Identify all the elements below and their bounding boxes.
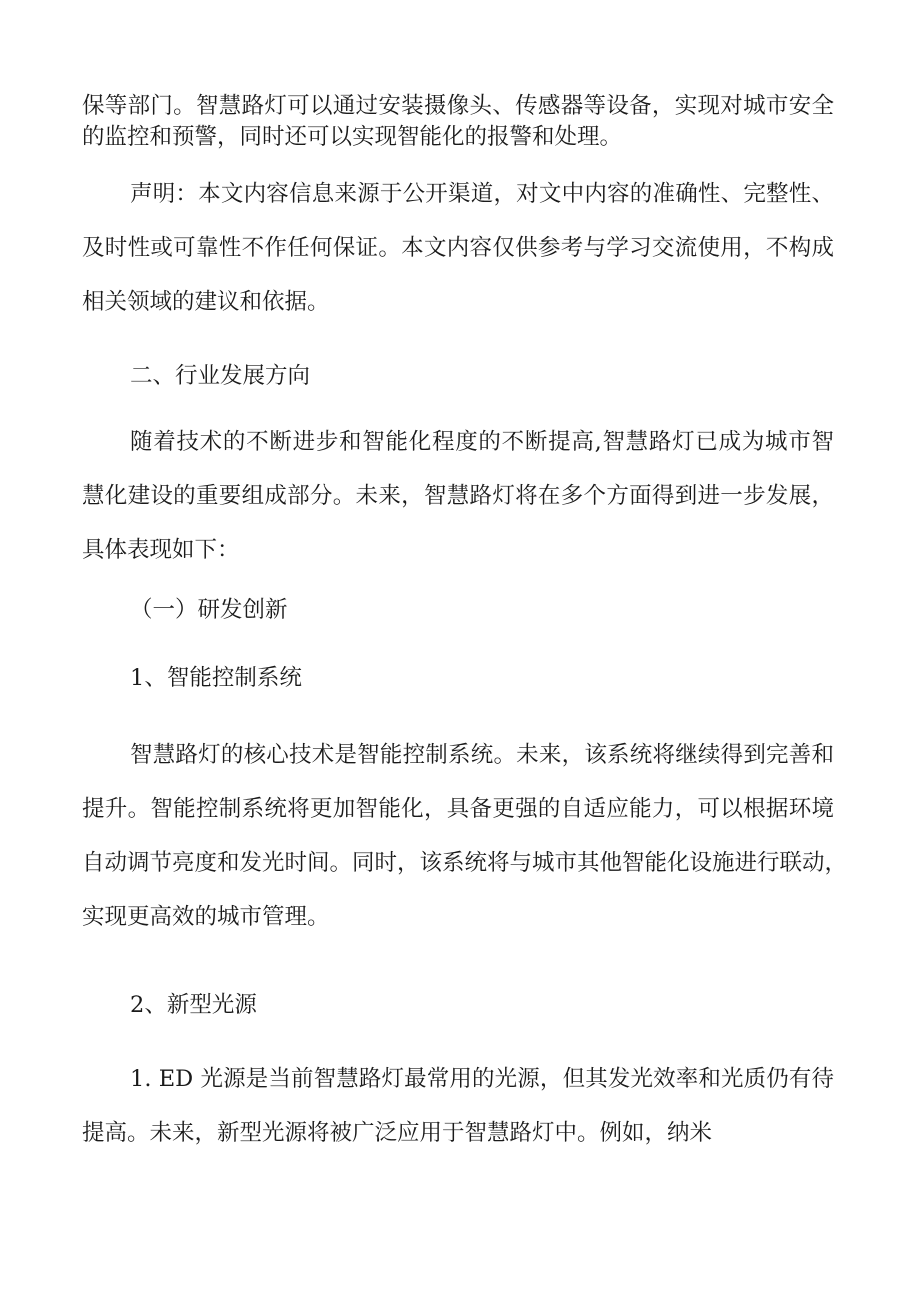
subsection-heading: （一）研发创新: [130, 597, 288, 623]
paragraph-line: 提升。智能控制系统将更加智能化，具备更强的自适应能力，可以根据环境: [82, 796, 834, 822]
paragraph-line: 1. ED 光源是当前智慧路灯最常用的光源，但其发光效率和光质仍有待: [130, 1066, 834, 1092]
paragraph-line: 智慧路灯的核心技术是智能控制系统。未来，该系统将继续得到完善和: [130, 742, 834, 768]
paragraph-line: 实现更高效的城市管理。: [82, 904, 330, 930]
disclaimer-line: 及时性或可靠性不作任何保证。本文内容仅供参考与学习交流使用，不构成: [82, 235, 834, 261]
paragraph-line: 自动调节亮度和发光时间。同时，该系统将与城市其他智能化设施进行联动，: [82, 850, 848, 876]
section-heading: 二、行业发展方向: [130, 363, 311, 389]
item-heading: 1、智能控制系统: [130, 665, 302, 691]
item-heading: 2、新型光源: [130, 992, 257, 1018]
paragraph-line: 随着技术的不断进步和智能化程度的不断提高,智慧路灯已成为城市智: [130, 429, 834, 455]
paragraph-line: 保等部门。智慧路灯可以通过安装摄像头、传感器等设备，实现对城市安全: [82, 93, 834, 119]
paragraph-line: 慧化建设的重要组成部分。未来，智慧路灯将在多个方面得到进一步发展，: [82, 483, 834, 509]
disclaimer-line: 声明：本文内容信息来源于公开渠道，对文中内容的准确性、完整性、: [130, 181, 834, 207]
paragraph-line: 具体表现如下：: [82, 537, 240, 563]
paragraph-line: 的监控和预警，同时还可以实现智能化的报警和处理。: [82, 124, 623, 150]
disclaimer-line: 相关领域的建议和依据。: [82, 289, 330, 315]
paragraph-line: 提高。未来，新型光源将被广泛应用于智慧路灯中。例如，纳米: [82, 1120, 713, 1146]
